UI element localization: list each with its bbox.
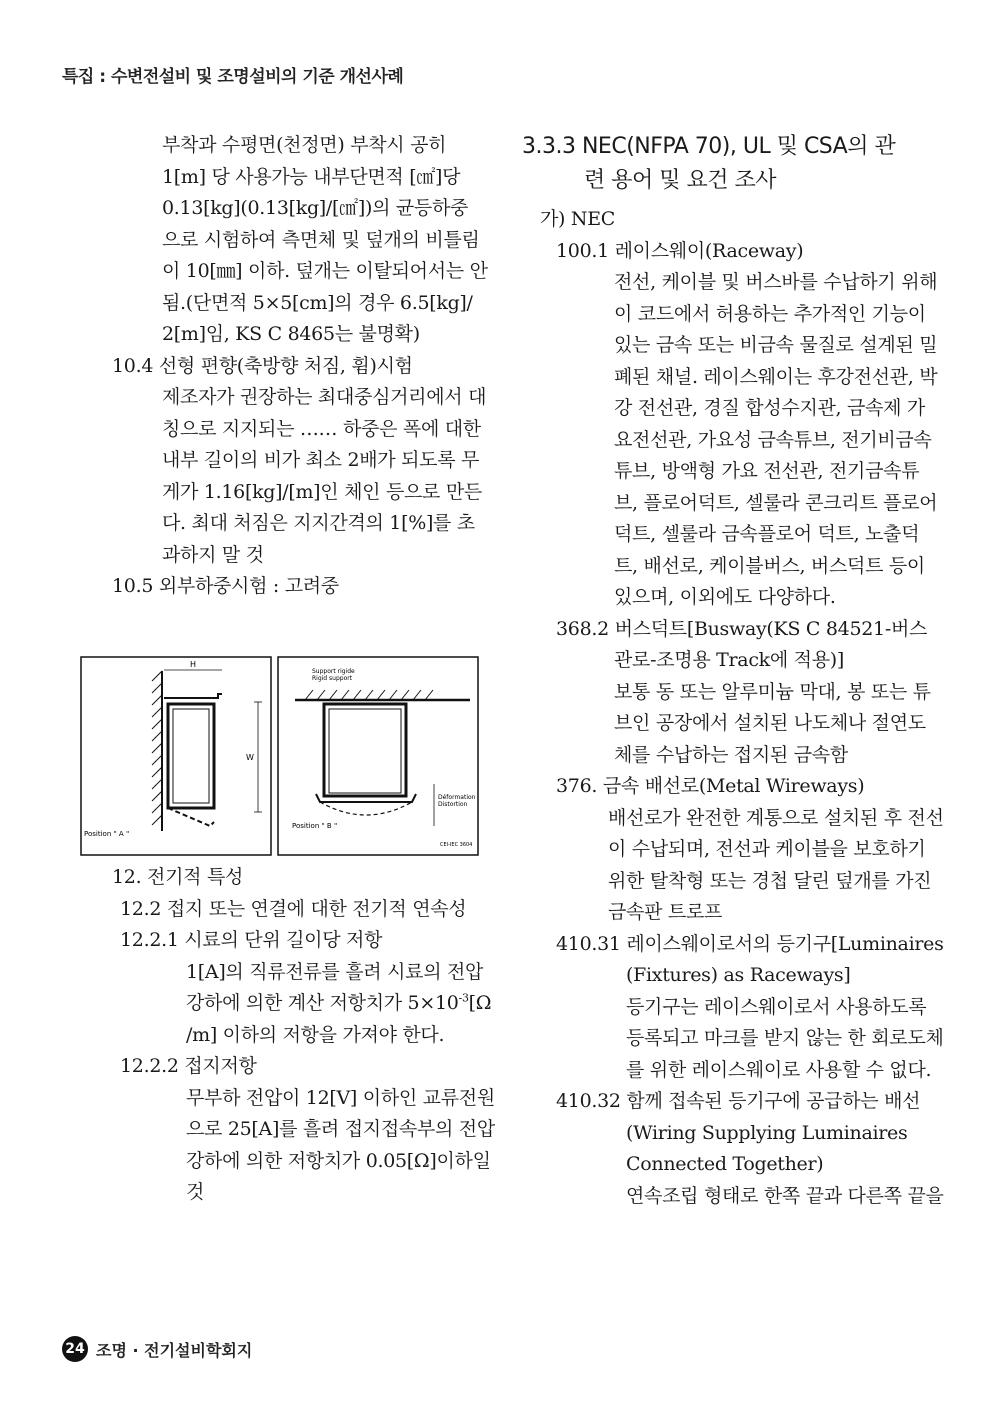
term-376: 376. 금속 배선로(Metal Wireways)	[556, 775, 865, 797]
figure-position-b: Position " B "	[292, 822, 338, 830]
term-368-2-body	[522, 677, 931, 772]
section-title: 3.3.3 NEC(NFPA 70), UL 및 CSA의 관	[522, 134, 896, 159]
text-line: 무부하 전압이 12[V] 이하인 교류전원	[186, 1086, 495, 1109]
figure-position-a: Position " A "	[84, 830, 130, 838]
item-12-2-2: 12.2.2 접지저항	[120, 1055, 257, 1077]
text-line: 강 전선관, 경질 합성수지관, 금속제 가	[614, 397, 925, 419]
text-line: 연속조립 형태로 한쪽 끝과 다른쪽 끝을	[626, 1184, 944, 1207]
text-line: 2[m]임, KS C 8465는 불명확)	[162, 323, 420, 345]
text-line-part: 강하에 의한 계산 저항치가 5×10	[186, 992, 459, 1014]
term-376-body	[522, 803, 944, 929]
text-line: 강하에 의한 저항치가 0.05[Ω]이하일	[186, 1149, 491, 1172]
text-line: 제조자가 권장하는 최대중심거리에서 대	[162, 386, 487, 408]
term-100-1: 100.1 레이스웨이(Raceway)	[556, 239, 804, 262]
text-line: 이 코드에서 허용하는 추가적인 기능이	[614, 302, 926, 325]
item-12-2: 12.2 접지 또는 연결에 대한 전기적 연속성	[120, 897, 467, 920]
left-block-1	[112, 130, 488, 351]
text-line: 전선, 케이블 및 버스바를 수납하기 위해	[614, 271, 938, 293]
term-410-31-body	[522, 992, 944, 1087]
item-12-2-1: 12.2.1 시료의 단위 길이당 저항	[120, 929, 383, 951]
text-line: 0.13[kg](0.13[kg]/[㎠])의 균등하중	[162, 197, 469, 219]
text-line: 배선로가 완전한 계통으로 설치된 후 전선	[608, 806, 944, 829]
text-line: 브인 공장에서 설치된 나도체나 절연도	[614, 712, 926, 734]
text-line	[112, 988, 492, 1020]
journal-name: 조명 · 전기설비학회지	[96, 1340, 253, 1360]
text-line: 있는 금속 또는 비금속 물질로 설계된 밀	[614, 334, 938, 356]
text-line: 게가 1.16[kg]/[m]인 체인 등으로 만든	[162, 480, 482, 503]
term-410-31: 410.31 레이스웨이로서의 등기구[Luminaires	[556, 932, 944, 955]
wall-hatching	[152, 671, 162, 825]
figure-code: CEI-IEC 3604	[440, 842, 473, 848]
item-10-5: 10.5 외부하중시험 : 고려중	[112, 575, 339, 597]
text-line: 1[m] 당 사용가능 내부단면적 [㎠]당	[162, 165, 461, 188]
text-line-part: [Ω	[468, 992, 492, 1014]
text-line: 과하지 말 것	[162, 543, 264, 566]
left-column-lower	[112, 862, 495, 1209]
term-100-1-body	[522, 267, 938, 614]
text-line: 덕트, 셀룰라 금속플로어 덕트, 노출덕	[614, 523, 920, 545]
term-410-32-cont2: Connected Together)	[626, 1153, 824, 1175]
subsection-nec: 가) NEC	[540, 208, 616, 230]
text-line: 것	[186, 1181, 205, 1203]
left-block-2	[112, 382, 487, 571]
text-line: 체를 수납하는 접지된 금속함	[614, 743, 848, 766]
item-12: 12. 전기적 특성	[112, 866, 244, 888]
text-line: 있으며, 이외에도 다양하다.	[614, 586, 836, 608]
text-line: 으로 시험하여 측면체 및 덮개의 비틀림	[162, 228, 480, 251]
text-line: 이 수납되며, 전선과 케이블을 보호하기	[608, 838, 926, 860]
item-10-4: 10.4 선형 편향(축방향 처짐, 휨)시험	[112, 354, 413, 377]
superscript: -3	[458, 991, 469, 1005]
text-line: 튜브, 방액형 가요 전선관, 전기금속튜	[614, 460, 920, 482]
text-line: 폐된 채널. 레이스웨이는 후강전선관, 박	[614, 365, 938, 388]
figure-support-label-en: Rigid support	[312, 675, 353, 682]
figure-label-h: H	[190, 660, 197, 669]
page-footer	[62, 1336, 252, 1362]
text-line: 이 10[㎜] 이하. 덮개는 이탈되어서는 안	[162, 260, 488, 282]
text-line: 위한 탈착형 또는 경첩 달린 덮개를 가진	[608, 869, 932, 892]
page-number-badge: 24	[62, 1336, 88, 1362]
figure-deformation-label: Déformation	[438, 794, 476, 801]
text-line: 등기구는 레이스웨이로서 사용하도록	[626, 995, 927, 1018]
text-line: 금속판 트로프	[608, 901, 723, 923]
text-line: 등록되고 마크를 받지 않는 한 회로도체	[626, 1027, 944, 1049]
text-line: 됨.(단면적 5×5[cm]의 경우 6.5[kg]/	[162, 291, 473, 314]
text-line: 트, 배선로, 케이블버스, 버스덕트 등이	[614, 554, 925, 577]
figure-distortion-label: Distortion	[438, 801, 468, 808]
text-line: 1[A]의 직류전류를 흘려 시료의 전압	[186, 960, 484, 983]
term-410-31-cont: (Fixtures) as Raceways]	[626, 964, 851, 986]
running-header: 특집 : 수변전설비 및 조명설비의 기준 개선사례	[62, 67, 404, 87]
term-410-32-body	[522, 1181, 944, 1213]
test-position-figure	[80, 656, 480, 856]
text-line: 보통 동 또는 알루미늄 막대, 봉 또는 튜	[614, 680, 931, 703]
term-410-32: 410.32 함께 접속된 등기구에 공급하는 배선	[556, 1090, 921, 1112]
left-column	[112, 130, 488, 603]
term-410-32-cont: (Wiring Supplying Luminaires	[626, 1121, 908, 1144]
right-column	[522, 130, 944, 1212]
figure-label-w: W	[246, 753, 254, 762]
text-line: 으로 25[A]를 흘려 접지접속부의 전압	[186, 1118, 495, 1140]
text-line: 를 위한 레이스웨이로 사용할 수 없다.	[626, 1058, 932, 1081]
text-line: 칭으로 지지되는 …… 하중은 폭에 대한	[162, 417, 481, 440]
text-line: 부착과 수평면(천정면) 부착시 공히	[162, 134, 447, 156]
figure-support-label: Support rigide	[312, 668, 355, 675]
term-368-2: 368.2 버스덕트[Busway(KS C 84521-버스	[556, 617, 928, 640]
text-line: 브, 플로어덕트, 셀룰라 콘크리트 플로어	[614, 491, 938, 514]
text-line: 내부 길이의 비가 최소 2배가 되도록 무	[162, 449, 480, 471]
ceiling-hatching	[305, 690, 433, 700]
text-line: /m] 이하의 저항을 가져야 한다.	[186, 1023, 445, 1046]
section-title-cont: 련 용어 및 요건 조사	[584, 168, 776, 193]
term-368-2-cont: 관로-조명용 Track에 적용)]	[614, 649, 844, 671]
text-line: 요전선관, 가요성 금속튜브, 전기비금속	[614, 428, 932, 451]
text-line: 다. 최대 처짐은 지지간격의 1[%]를 초	[162, 512, 475, 534]
figure-panel-a	[81, 657, 271, 855]
